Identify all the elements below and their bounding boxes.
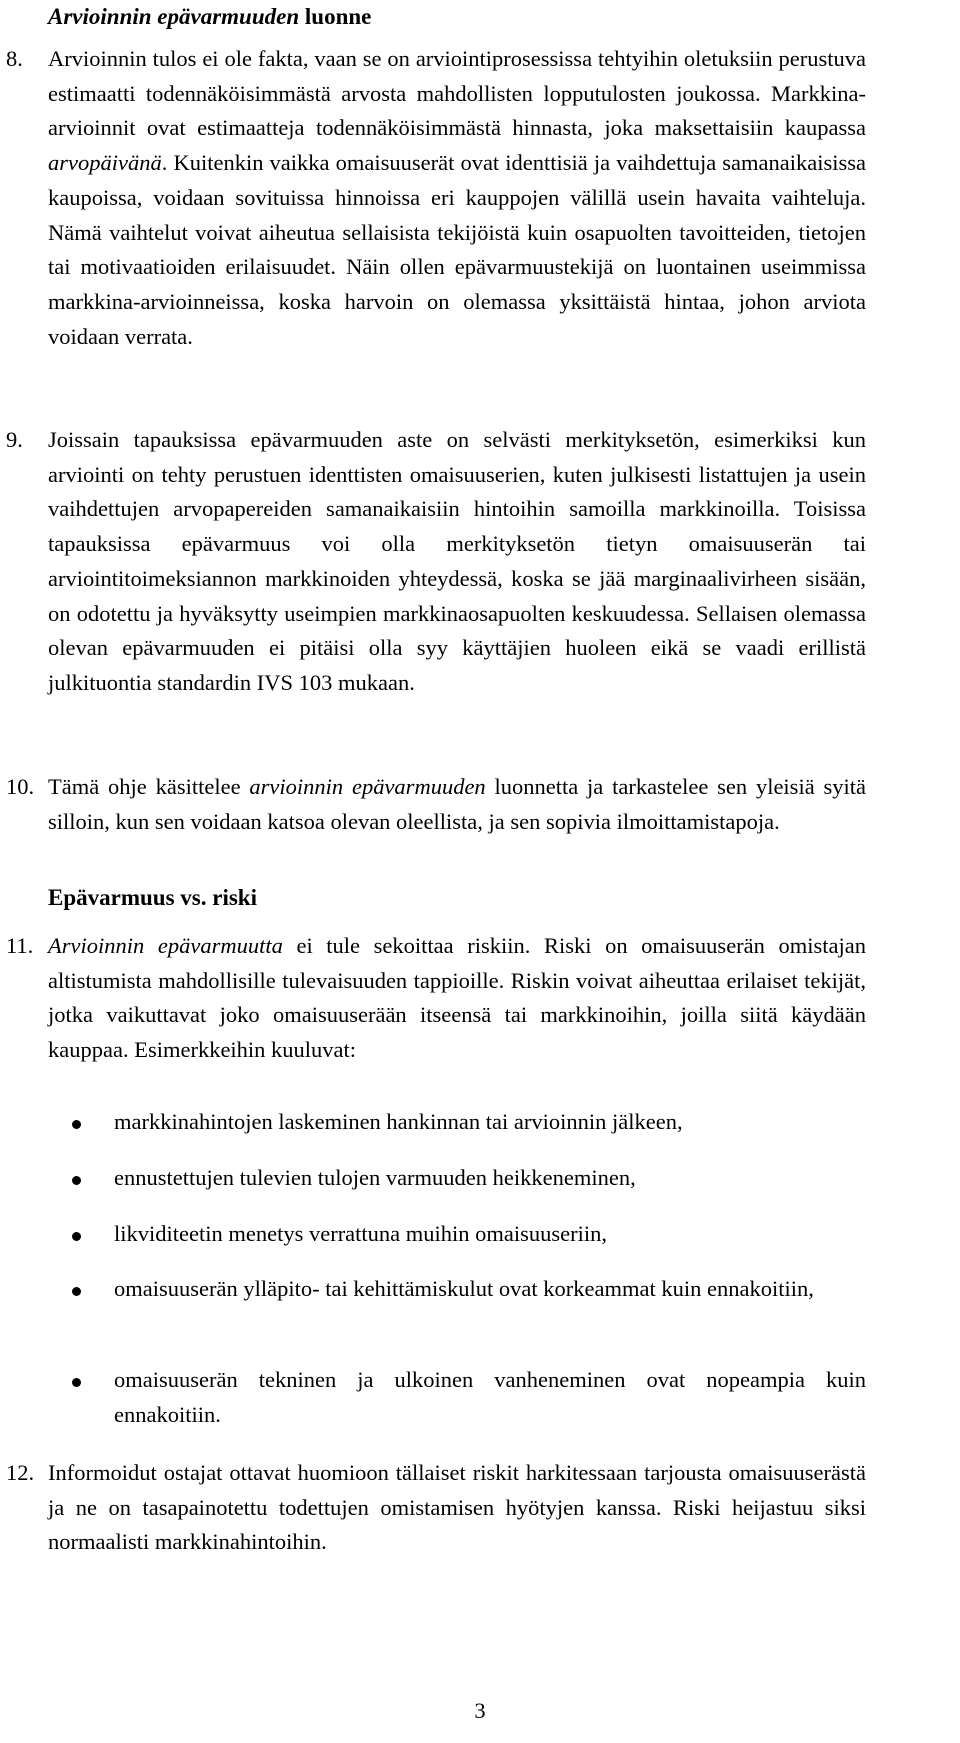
bullet-icon bbox=[72, 1232, 81, 1241]
paragraph-number-11: 11. bbox=[6, 933, 34, 958]
paragraph-8-italic: arvopäivänä bbox=[48, 150, 162, 176]
bullet-icon bbox=[72, 1176, 81, 1185]
paragraph-number-9: 9. bbox=[6, 427, 23, 452]
heading-rest-part: luonne bbox=[299, 4, 372, 29]
paragraph-10-text-1: Tämä ohje käsittelee bbox=[48, 774, 250, 799]
list-item-text: ennustettujen tulevien tulojen varmuuden heikkeneminen, bbox=[114, 1165, 636, 1190]
paragraph-10 bbox=[48, 770, 866, 839]
paragraph-8 bbox=[48, 42, 866, 354]
paragraph-10-text-2: luonnetta ja tarkastelee sen yleisiä syitä silloin, kun sen voidaan katsoa olevan oleellista, ja sen sopivia ilmoittamistapoja. bbox=[48, 774, 866, 834]
paragraph-10-italic: arvioinnin epävarmuuden bbox=[249, 774, 486, 799]
list-item-text: omaisuuserän tekninen ja ulkoinen vanheneminen ovat nopeampia kuin ennakoitiin. bbox=[114, 1367, 866, 1427]
list-item-text: likviditeetin menetys verrattuna muihin omaisuuseriin, bbox=[114, 1221, 608, 1246]
paragraph-number-8: 8. bbox=[6, 46, 23, 71]
bullet-icon bbox=[72, 1120, 81, 1129]
paragraph-11-text: ei tule sekoittaa riskiin. Riski on omaisuuserän omistajan altistumista mahdollisille tulevaisuuden tappioille. Riskin voivat aiheuttaa erilaiset tekijät, jotka vaikuttavat joko omaisuuserään itseensä tai markkinoihin, joilla siitä käydään kauppaa. Esimerkkeihin kuuluvat: bbox=[48, 933, 866, 1063]
paragraph-11 bbox=[48, 929, 866, 1068]
bullet-icon bbox=[72, 1378, 81, 1387]
list-item-text: omaisuuserän ylläpito- tai kehittämiskulut ovat korkeammat kuin ennakoitiin, bbox=[114, 1276, 814, 1301]
section-heading-uncertainty-vs-risk: Epävarmuus vs. riski bbox=[48, 885, 257, 910]
paragraph-9: Joissain tapauksissa epävarmuuden aste on selvästi merkityksetön, esimerkiksi kun arviointi on tehty perustuen identtisten omaisuuserien, kuten julkisesti listattujen ja usein vaihdettujen arvopapereiden samanaikaisiin hintoihin samoilla markkinoilla. Toisissa tapauksissa epävarmuus voi olla merkityksetön tietyn omaisuuserän tai arviointitoimeksiannon markkinoiden yhteydessä, koska se jää marginaalivirheen sisään, on odotettu ja hyväksytty useimpien markkinaosapuolten keskuudessa. Sellaisen olemassa olevan epävarmuuden ei pitäisi olla syy käyttäjien huoleen eikä se vaadi erillistä julkituontia standardin IVS 103 mukaan. bbox=[48, 427, 866, 695]
paragraph-number-10: 10. bbox=[6, 774, 35, 799]
paragraph-11-italic: Arvioinnin epävarmuutta bbox=[48, 933, 283, 958]
page-number: 3 bbox=[474, 1698, 486, 1723]
paragraph-8-text-1: Arvioinnin tulos ei ole fakta, vaan se on arviointiprosessissa tehtyihin oletuksiin perustuva estimaatti todennäköisimmästä arvosta mahdollisten lopputulosten joukossa. Markkina-arvioinnit ovat estimaatteja todennäköisimmästä hinnasta, joka maksettaisiin kaupassa bbox=[48, 46, 866, 141]
heading-italic-part: Arvioinnin epävarmuuden bbox=[48, 4, 300, 29]
bullet-icon bbox=[72, 1287, 81, 1296]
list-item-text: markkinahintojen laskeminen hankinnan tai arvioinnin jälkeen, bbox=[114, 1109, 683, 1134]
paragraph-12: Informoidut ostajat ottavat huomioon tällaiset riskit harkitessaan tarjousta omaisuuserästä ja ne on tasapainotettu todettujen omistamisen hyötyjen kanssa. Riski heijastuu siksi normaalisti markkinahintoihin. bbox=[48, 1460, 866, 1555]
section-heading-valuation-uncertainty bbox=[48, 0, 371, 35]
paragraph-number-12: 12. bbox=[6, 1460, 35, 1485]
paragraph-8-text-2: . Kuitenkin vaikka omaisuuserät ovat identtisiä ja vaihdettuja samanaikaisissa kaupoissa, voidaan sovituissa hinnoissa eri kauppojen välillä usein havaita vaihteluja. Nämä vaihtelut voivat aiheutua sellaisista tekijöistä kuin osapuolten tavoitteiden, tietojen tai motivaatioiden erilaisuudet. Näin ollen epävarmuustekijä on luontainen useimmissa markkina-arvioinneissa, koska harvoin on olemassa yksittäistä hintaa, johon arviota voidaan verrata. bbox=[48, 150, 866, 349]
